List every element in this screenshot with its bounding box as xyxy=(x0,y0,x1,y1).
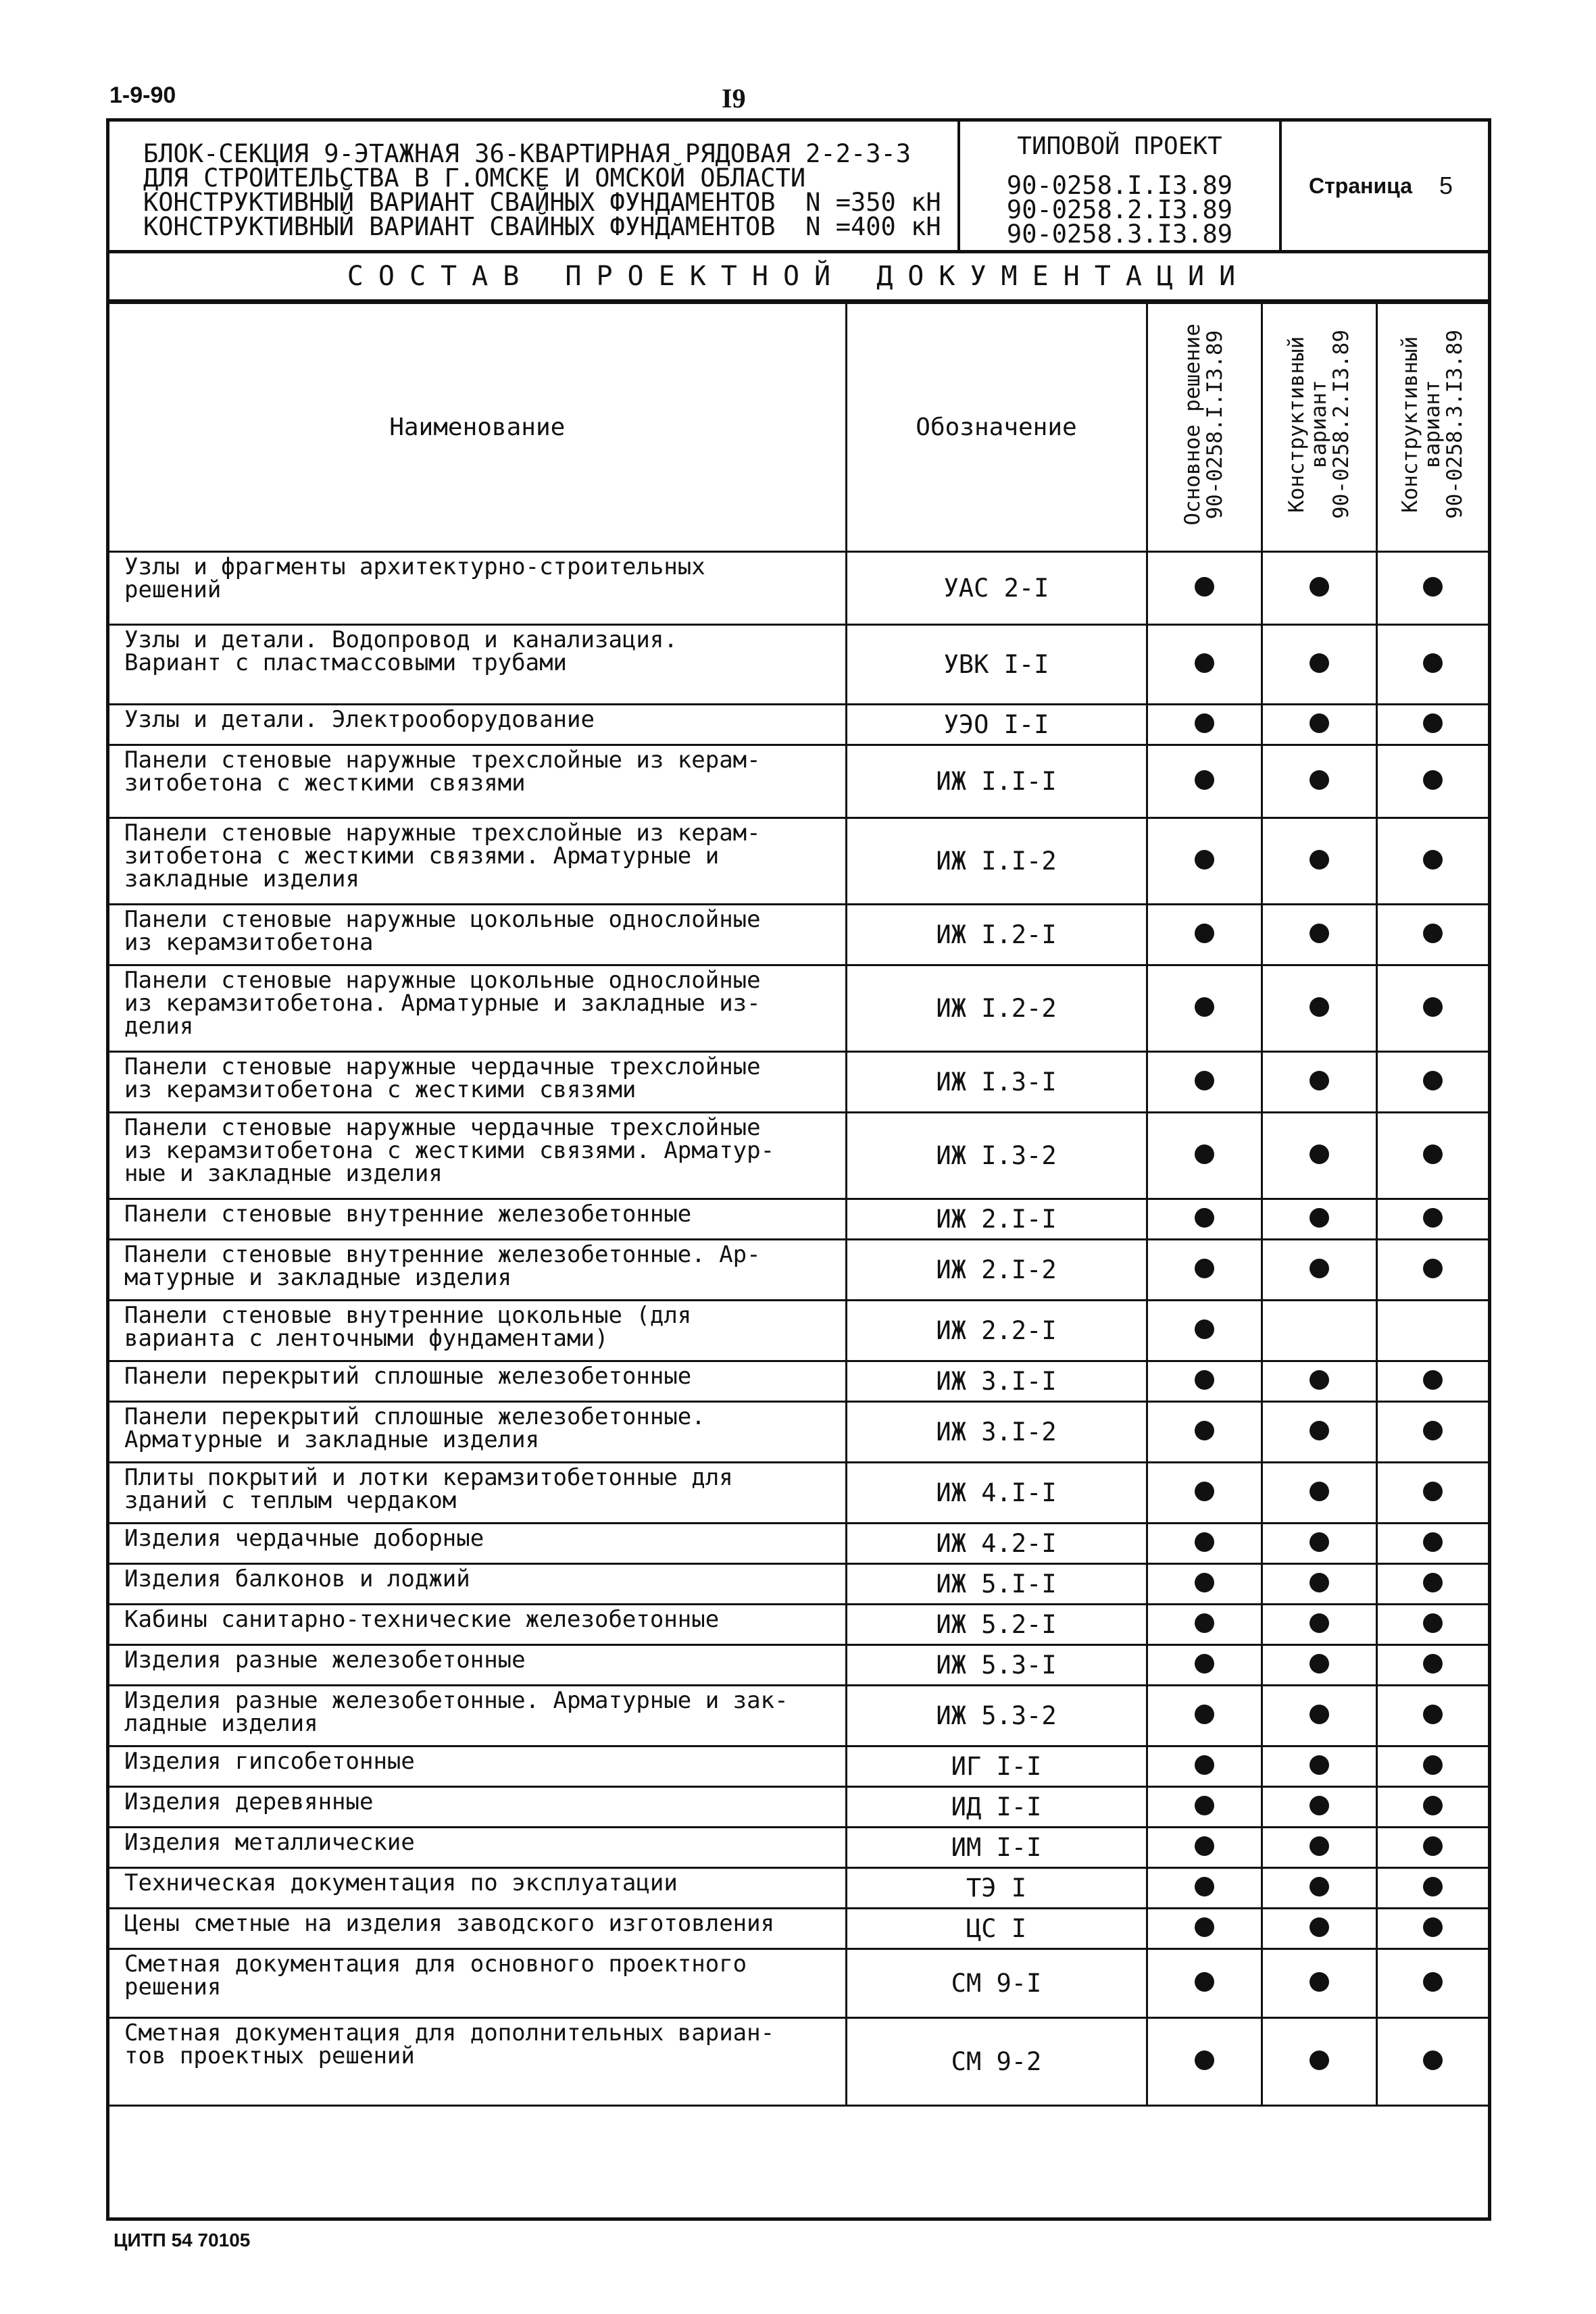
included-dot-icon xyxy=(1195,1755,1214,1775)
included-dot-icon xyxy=(1310,1071,1329,1090)
variant-1-cell xyxy=(1147,1949,1262,2018)
included-dot-icon xyxy=(1195,577,1214,597)
row-code: ИЖ I.3-2 xyxy=(846,1113,1147,1199)
row-name: Изделия металлические xyxy=(109,1828,846,1868)
variant-1-cell xyxy=(1147,745,1262,818)
included-dot-icon xyxy=(1310,713,1329,733)
included-dot-icon xyxy=(1195,850,1214,870)
included-dot-icon xyxy=(1423,713,1443,733)
variant-1-cell xyxy=(1147,1361,1262,1402)
row-code: ИЖ 5.I-I xyxy=(846,1564,1147,1605)
included-dot-icon xyxy=(1195,713,1214,733)
included-dot-icon xyxy=(1310,1755,1329,1775)
variant-3-cell xyxy=(1376,2018,1488,2106)
table-row xyxy=(109,1240,1488,1301)
column-header-name: Наименование xyxy=(109,303,846,552)
included-dot-icon xyxy=(1423,997,1443,1017)
included-dot-icon xyxy=(1195,1917,1214,1937)
included-dot-icon xyxy=(1195,1482,1214,1501)
table-row xyxy=(109,1868,1488,1909)
row-name: Кабины санитарно-технические железобетонные xyxy=(109,1605,846,1645)
variant-3-cell xyxy=(1376,625,1488,705)
included-dot-icon xyxy=(1195,1613,1214,1633)
variant-2-cell xyxy=(1262,1605,1376,1645)
included-dot-icon xyxy=(1423,1071,1443,1090)
table-row xyxy=(109,1564,1488,1605)
page-label: Страница xyxy=(1309,173,1412,198)
variant-2-label: Конструктивный вариант 90-0258.2.I3.89 xyxy=(1284,330,1353,519)
row-code: ИГ I-I xyxy=(846,1746,1147,1787)
included-dot-icon xyxy=(1195,1421,1214,1440)
variant-1-cell xyxy=(1147,965,1262,1052)
variant-1-cell xyxy=(1147,1402,1262,1463)
variant-3-cell xyxy=(1376,1645,1488,1686)
row-name: Изделия разные железобетонные. Арматурные и зак- ладные изделия xyxy=(109,1686,846,1746)
table-row xyxy=(109,1787,1488,1828)
variant-2-cell xyxy=(1262,1052,1376,1113)
included-dot-icon xyxy=(1195,1145,1214,1164)
variant-3-cell xyxy=(1376,1686,1488,1746)
project-label: ТИПОВОЙ ПРОЕКТ xyxy=(1017,132,1222,160)
variant-3-cell xyxy=(1376,1909,1488,1949)
variant-2-cell xyxy=(1262,1240,1376,1301)
variant-3-cell xyxy=(1376,1301,1488,1361)
included-dot-icon xyxy=(1423,1796,1443,1815)
included-dot-icon xyxy=(1423,1259,1443,1278)
row-code: ИЖ I.I-I xyxy=(846,745,1147,818)
table-row xyxy=(109,818,1488,905)
row-name: Панели стеновые внутренние железобетонные xyxy=(109,1199,846,1240)
variant-1-cell xyxy=(1147,625,1262,705)
included-dot-icon xyxy=(1423,1421,1443,1440)
included-dot-icon xyxy=(1310,1836,1329,1856)
variant-3-cell xyxy=(1376,1564,1488,1605)
variant-3-cell xyxy=(1376,818,1488,905)
variant-2-cell xyxy=(1262,1301,1376,1361)
included-dot-icon xyxy=(1195,1573,1214,1592)
included-dot-icon xyxy=(1310,577,1329,597)
variant-3-cell xyxy=(1376,1746,1488,1787)
table-row xyxy=(109,1402,1488,1463)
variant-1-cell xyxy=(1147,1564,1262,1605)
included-dot-icon xyxy=(1195,1370,1214,1390)
page-cell xyxy=(1282,122,1488,250)
variant-3-cell xyxy=(1376,1052,1488,1113)
variant-2-cell xyxy=(1262,1949,1376,2018)
included-dot-icon xyxy=(1310,1208,1329,1228)
column-header-code: Обозначение xyxy=(846,303,1147,552)
table-row xyxy=(109,1361,1488,1402)
row-code: УЭО I-I xyxy=(846,705,1147,745)
variant-1-cell xyxy=(1147,1645,1262,1686)
included-dot-icon xyxy=(1195,924,1214,943)
variant-1-cell xyxy=(1147,1524,1262,1564)
table-row xyxy=(109,1113,1488,1199)
included-dot-icon xyxy=(1310,1705,1329,1724)
variant-1-label: Основное решение 90-0258.I.I3.89 xyxy=(1180,323,1227,526)
variant-2-cell xyxy=(1262,1746,1376,1787)
table-row xyxy=(109,705,1488,745)
variant-1-cell xyxy=(1147,1301,1262,1361)
variant-3-cell xyxy=(1376,1199,1488,1240)
row-code: ЦС I xyxy=(846,1909,1147,1949)
included-dot-icon xyxy=(1195,653,1214,673)
row-name: Техническая документация по эксплуатации xyxy=(109,1868,846,1909)
variant-3-cell xyxy=(1376,1949,1488,2018)
variant-2-cell xyxy=(1262,745,1376,818)
row-name: Сметная документация для дополнительных вариан- тов проектных решений xyxy=(109,2018,846,2106)
variant-2-cell xyxy=(1262,1787,1376,1828)
table-row xyxy=(109,745,1488,818)
variant-3-cell xyxy=(1376,552,1488,625)
included-dot-icon xyxy=(1195,1836,1214,1856)
variant-2-cell xyxy=(1262,705,1376,745)
included-dot-icon xyxy=(1310,1877,1329,1896)
included-dot-icon xyxy=(1195,2051,1214,2070)
variant-2-cell xyxy=(1262,1828,1376,1868)
variant-3-cell xyxy=(1376,1605,1488,1645)
included-dot-icon xyxy=(1195,997,1214,1017)
row-name: Панели стеновые наружные цокольные однослойные из керамзитобетона xyxy=(109,905,846,965)
row-code: ИЖ 3.I-2 xyxy=(846,1402,1147,1463)
variant-2-cell xyxy=(1262,1909,1376,1949)
row-name: Цены сметные на изделия заводского изготовления xyxy=(109,1909,846,1949)
included-dot-icon xyxy=(1310,653,1329,673)
row-code: СМ 9-2 xyxy=(846,2018,1147,2106)
table-row xyxy=(109,1463,1488,1524)
variant-1-cell xyxy=(1147,818,1262,905)
row-name: Панели перекрытий сплошные железобетонные xyxy=(109,1361,846,1402)
row-name: Панели стеновые наружные чердачные трехслойные из керамзитобетона с жесткими связями xyxy=(109,1052,846,1113)
column-header-variant-3 xyxy=(1376,303,1488,552)
row-code: СМ 9-I xyxy=(846,1949,1147,2018)
row-code: ИД I-I xyxy=(846,1787,1147,1828)
title-block-description: БЛОК-СЕКЦИЯ 9-ЭТАЖНАЯ 36-КВАРТИРНАЯ РЯДОВАЯ 2-2-3-3 ДЛЯ СТРОИТЕЛЬСТВА В Г.ОМСКЕ И ОМСКОЙ ОБЛАСТИ КОНСТРУКТИВНЫЙ ВАРИАНТ СВАЙНЫХ ФУНДАМЕНТОВ N =350 кН КОНСТРУКТИВНЫЙ ВАРИАНТ СВАЙНЫХ ФУНДАМЕНТОВ N =400 кН xyxy=(143,139,941,241)
included-dot-icon xyxy=(1423,1917,1443,1937)
variant-3-cell xyxy=(1376,705,1488,745)
row-name: Изделия деревянные xyxy=(109,1787,846,1828)
variant-1-cell xyxy=(1147,1605,1262,1645)
row-code: ТЭ I xyxy=(846,1868,1147,1909)
table-row xyxy=(109,905,1488,965)
table-row xyxy=(109,1909,1488,1949)
variant-3-cell xyxy=(1376,745,1488,818)
included-dot-icon xyxy=(1310,997,1329,1017)
table-row xyxy=(109,1645,1488,1686)
table-row xyxy=(109,1828,1488,1868)
included-dot-icon xyxy=(1423,1755,1443,1775)
column-header-variant-2 xyxy=(1262,303,1376,552)
variant-3-cell xyxy=(1376,1402,1488,1463)
included-dot-icon xyxy=(1423,2051,1443,2070)
included-dot-icon xyxy=(1423,653,1443,673)
variant-3-cell xyxy=(1376,905,1488,965)
included-dot-icon xyxy=(1310,1145,1329,1164)
included-dot-icon xyxy=(1195,770,1214,790)
project-codes: 90-0258.I.I3.89 90-0258.2.I3.89 90-0258.3.I3.89 xyxy=(1006,171,1233,249)
included-dot-icon xyxy=(1423,924,1443,943)
table-row xyxy=(109,2018,1488,2106)
variant-3-cell xyxy=(1376,965,1488,1052)
included-dot-icon xyxy=(1195,1208,1214,1228)
included-dot-icon xyxy=(1195,1972,1214,1992)
variant-2-cell xyxy=(1262,552,1376,625)
variant-2-cell xyxy=(1262,1463,1376,1524)
included-dot-icon xyxy=(1423,1145,1443,1164)
included-dot-icon xyxy=(1195,1319,1214,1339)
row-name: Панели стеновые наружные трехслойные из керам- зитобетона с жесткими связями xyxy=(109,745,846,818)
table-row xyxy=(109,552,1488,625)
included-dot-icon xyxy=(1310,1796,1329,1815)
included-dot-icon xyxy=(1195,1796,1214,1815)
included-dot-icon xyxy=(1195,1877,1214,1896)
section-heading: СОСТАВ ПРОЕКТНОЙ ДОКУМЕНТАЦИИ xyxy=(109,253,1488,302)
variant-2-cell xyxy=(1262,1113,1376,1199)
included-dot-icon xyxy=(1195,1654,1214,1674)
document-frame xyxy=(106,118,1491,2221)
column-header-variant-1 xyxy=(1147,303,1262,552)
documentation-table xyxy=(109,302,1488,2107)
table-row xyxy=(109,1949,1488,2018)
sheet-number: I9 xyxy=(722,83,746,114)
row-code: ИЖ I.2-I xyxy=(846,905,1147,965)
variant-1-cell xyxy=(1147,1686,1262,1746)
row-code: ИМ I-I xyxy=(846,1828,1147,1868)
row-code: ИЖ 4.I-I xyxy=(846,1463,1147,1524)
row-code: УАС 2-I xyxy=(846,552,1147,625)
included-dot-icon xyxy=(1310,1482,1329,1501)
table-row xyxy=(109,625,1488,705)
table-row xyxy=(109,1301,1488,1361)
included-dot-icon xyxy=(1310,770,1329,790)
row-code: ИЖ 4.2-I xyxy=(846,1524,1147,1564)
row-name: Панели перекрытий сплошные железобетонные. Арматурные и закладные изделия xyxy=(109,1402,846,1463)
variant-2-cell xyxy=(1262,1645,1376,1686)
variant-1-cell xyxy=(1147,705,1262,745)
included-dot-icon xyxy=(1310,1370,1329,1390)
row-code: ИЖ 5.3-2 xyxy=(846,1686,1147,1746)
project-code-cell xyxy=(957,122,1282,250)
variant-1-cell xyxy=(1147,905,1262,965)
document-code: 1-9-90 xyxy=(109,82,176,108)
variant-3-cell xyxy=(1376,1787,1488,1828)
variant-1-cell xyxy=(1147,1909,1262,1949)
variant-3-cell xyxy=(1376,1240,1488,1301)
table-body xyxy=(109,552,1488,2106)
table-row xyxy=(109,965,1488,1052)
included-dot-icon xyxy=(1195,1071,1214,1090)
variant-2-cell xyxy=(1262,905,1376,965)
variant-2-cell xyxy=(1262,1564,1376,1605)
variant-2-cell xyxy=(1262,1361,1376,1402)
variant-2-cell xyxy=(1262,2018,1376,2106)
page-value: 5 xyxy=(1439,172,1453,199)
included-dot-icon xyxy=(1423,1370,1443,1390)
row-code: ИЖ 2.I-I xyxy=(846,1199,1147,1240)
included-dot-icon xyxy=(1195,1532,1214,1552)
row-name: Изделия разные железобетонные xyxy=(109,1645,846,1686)
row-name: Узлы и детали. Электрооборудование xyxy=(109,705,846,745)
variant-1-cell xyxy=(1147,1113,1262,1199)
variant-1-cell xyxy=(1147,2018,1262,2106)
included-dot-icon xyxy=(1310,1573,1329,1592)
variant-3-cell xyxy=(1376,1828,1488,1868)
variant-3-cell xyxy=(1376,1524,1488,1564)
variant-2-cell xyxy=(1262,965,1376,1052)
included-dot-icon xyxy=(1310,1654,1329,1674)
row-name: Панели стеновые внутренние железобетонные. Ар- матурные и закладные изделия xyxy=(109,1240,846,1301)
variant-1-cell xyxy=(1147,1787,1262,1828)
table-row xyxy=(109,1052,1488,1113)
included-dot-icon xyxy=(1423,577,1443,597)
variant-3-label: Конструктивный вариант 90-0258.3.I3.89 xyxy=(1397,330,1467,519)
variant-2-cell xyxy=(1262,1199,1376,1240)
variant-2-cell xyxy=(1262,1868,1376,1909)
variant-3-cell xyxy=(1376,1463,1488,1524)
included-dot-icon xyxy=(1423,1573,1443,1592)
row-code: ИЖ 2.2-I xyxy=(846,1301,1147,1361)
row-name: Изделия балконов и лоджий xyxy=(109,1564,846,1605)
row-name: Изделия чердачные доборные xyxy=(109,1524,846,1564)
row-name: Панели стеновые наружные трехслойные из керам- зитобетона с жесткими связями. Арматурные и закладные изделия xyxy=(109,818,846,905)
included-dot-icon xyxy=(1423,1613,1443,1633)
row-code: УВК I-I xyxy=(846,625,1147,705)
variant-2-cell xyxy=(1262,1686,1376,1746)
included-dot-icon xyxy=(1310,1917,1329,1937)
included-dot-icon xyxy=(1310,1972,1329,1992)
included-dot-icon xyxy=(1423,1532,1443,1552)
included-dot-icon xyxy=(1310,1421,1329,1440)
row-code: ИЖ I.2-2 xyxy=(846,965,1147,1052)
footer-code: ЦИТП 54 70105 xyxy=(114,2230,251,2250)
included-dot-icon xyxy=(1310,924,1329,943)
included-dot-icon xyxy=(1310,1613,1329,1633)
variant-1-cell xyxy=(1147,1199,1262,1240)
variant-3-cell xyxy=(1376,1113,1488,1199)
table-row xyxy=(109,1686,1488,1746)
row-name: Панели стеновые наружные цокольные однослойные из керамзитобетона. Арматурные и закладные из- делия xyxy=(109,965,846,1052)
variant-2-cell xyxy=(1262,1402,1376,1463)
included-dot-icon xyxy=(1310,1532,1329,1552)
included-dot-icon xyxy=(1423,850,1443,870)
variant-1-cell xyxy=(1147,1828,1262,1868)
included-dot-icon xyxy=(1423,1208,1443,1228)
row-name: Панели стеновые наружные чердачные трехслойные из керамзитобетона с жесткими связями. Арматур- ные и закладные изделия xyxy=(109,1113,846,1199)
variant-1-cell xyxy=(1147,1868,1262,1909)
included-dot-icon xyxy=(1310,2051,1329,2070)
included-dot-icon xyxy=(1423,1877,1443,1896)
variant-1-cell xyxy=(1147,1240,1262,1301)
row-name: Сметная документация для основного проектного решения xyxy=(109,1949,846,2018)
table-row xyxy=(109,1746,1488,1787)
included-dot-icon xyxy=(1195,1259,1214,1278)
row-code: ИЖ I.I-2 xyxy=(846,818,1147,905)
included-dot-icon xyxy=(1310,850,1329,870)
title-block xyxy=(109,122,1488,253)
included-dot-icon xyxy=(1423,1972,1443,1992)
row-code: ИЖ 5.2-I xyxy=(846,1605,1147,1645)
table-header-row xyxy=(109,303,1488,552)
row-name: Панели стеновые внутренние цокольные (для варианта с ленточными фундаментами) xyxy=(109,1301,846,1361)
table-row xyxy=(109,1524,1488,1564)
row-code: ИЖ 5.3-I xyxy=(846,1645,1147,1686)
row-code: ИЖ 2.I-2 xyxy=(846,1240,1147,1301)
variant-2-cell xyxy=(1262,818,1376,905)
variant-3-cell xyxy=(1376,1361,1488,1402)
row-name: Изделия гипсобетонные xyxy=(109,1746,846,1787)
row-name: Плиты покрытий и лотки керамзитобетонные для зданий с теплым чердаком xyxy=(109,1463,846,1524)
included-dot-icon xyxy=(1195,1705,1214,1724)
row-name: Узлы и детали. Водопровод и канализация. Вариант с пластмассовыми трубами xyxy=(109,625,846,705)
included-dot-icon xyxy=(1423,1705,1443,1724)
variant-2-cell xyxy=(1262,1524,1376,1564)
variant-1-cell xyxy=(1147,1746,1262,1787)
included-dot-icon xyxy=(1423,1654,1443,1674)
table-row xyxy=(109,1605,1488,1645)
included-dot-icon xyxy=(1310,1259,1329,1278)
table-row xyxy=(109,1199,1488,1240)
row-code: ИЖ 3.I-I xyxy=(846,1361,1147,1402)
variant-1-cell xyxy=(1147,1052,1262,1113)
row-name: Узлы и фрагменты архитектурно-строительных решений xyxy=(109,552,846,625)
variant-3-cell xyxy=(1376,1868,1488,1909)
variant-1-cell xyxy=(1147,552,1262,625)
variant-1-cell xyxy=(1147,1463,1262,1524)
variant-2-cell xyxy=(1262,625,1376,705)
included-dot-icon xyxy=(1423,1482,1443,1501)
row-code: ИЖ I.3-I xyxy=(846,1052,1147,1113)
included-dot-icon xyxy=(1423,770,1443,790)
included-dot-icon xyxy=(1423,1836,1443,1856)
